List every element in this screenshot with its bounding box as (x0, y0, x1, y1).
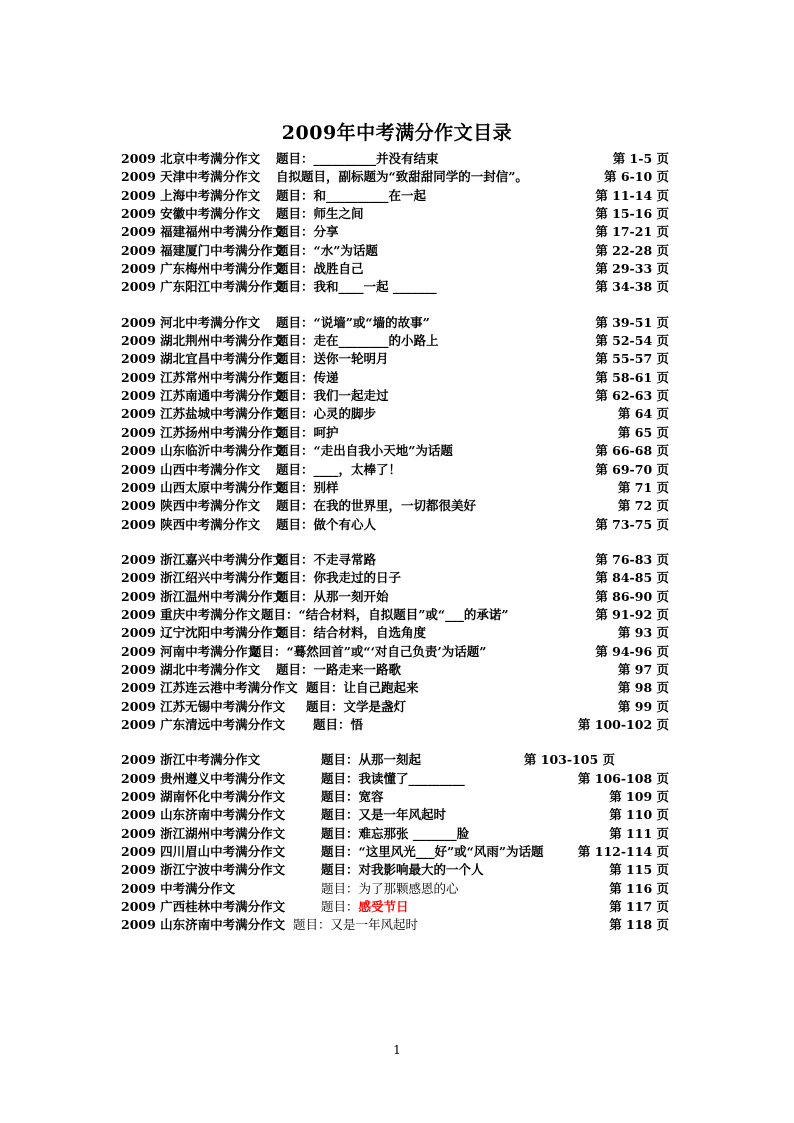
entry-region: 2009 江苏扬州中考满分作文 (121, 424, 286, 440)
toc-entry (121, 424, 681, 442)
entry-region: 2009 浙江温州中考满分作文 (121, 588, 286, 604)
entry-page: 第 64 页 (617, 406, 669, 422)
entry-region: 2009 湖北宜昌中考满分作文 (121, 351, 286, 367)
toc-entry (121, 405, 681, 423)
toc-entry (121, 880, 681, 898)
entry-region: 2009 湖南怀化中考满分作文 (121, 789, 286, 804)
entry-region: 2009 河南中考满分作文 (121, 643, 261, 659)
toc-entry (121, 624, 681, 642)
toc-entry (121, 260, 681, 278)
entry-topic: 题目：又是一年风起时 (293, 917, 419, 933)
toc-entry (121, 679, 681, 697)
entry-region: 2009 山西太原中考满分作文 (121, 479, 286, 495)
entry-region: 2009 山东济南中考满分作文 (121, 917, 286, 933)
entry-page: 第 117 页 (609, 899, 669, 915)
entry-region: 2009 江苏无锡中考满分作文 (121, 698, 286, 714)
toc-entry (121, 369, 681, 387)
entry-page: 第 100-102 页 (577, 716, 669, 732)
toc-entry (121, 661, 681, 679)
entry-region: 2009 江苏盐城中考满分作文 (121, 406, 286, 422)
entry-region: 2009 广西桂林中考满分作文 (121, 899, 286, 915)
entry-topic: 自拟题目，副标题为“致甜甜同学的一封信”。 (276, 169, 528, 185)
entry-page: 第 111 页 (609, 825, 669, 841)
toc-entry (121, 770, 681, 788)
entry-topic: 题目：从那一刻开始 (276, 588, 389, 604)
toc-entry (121, 442, 681, 460)
entry-page: 第 15-16 页 (595, 206, 669, 222)
toc-entry (121, 825, 681, 843)
group-spacer (121, 734, 681, 751)
entry-topic: 题目：我和____一起 _______ (276, 279, 437, 295)
toc-entry (121, 314, 681, 332)
page-number: 1 (393, 1043, 401, 1057)
topic-highlight: 感受节日 (358, 899, 409, 915)
entry-region: 2009 浙江嘉兴中考满分作文 (121, 551, 286, 567)
entry-topic: 题目：又是一年风起时 (321, 807, 447, 823)
entry-region: 2009 福建厦门中考满分作文 (121, 242, 286, 258)
entry-topic: 题目：送你一轮明月 (276, 351, 389, 367)
entry-page: 第 97 页 (617, 661, 669, 677)
entry-region: 2009 浙江宁波中考满分作文 (121, 862, 286, 878)
entry-region: 2009 广东阳江中考满分作文 (121, 279, 286, 295)
entry-topic: 题目：和__________在一起 (276, 187, 427, 203)
entry-topic: 题目：分享 (276, 224, 339, 240)
toc-entry (121, 350, 681, 368)
entry-page: 第 109 页 (609, 789, 669, 804)
toc-entry (121, 643, 681, 661)
entry-page: 第 118 页 (609, 917, 669, 933)
entry-region: 2009 上海中考满分作文 (121, 187, 261, 203)
entry-region: 2009 中考满分作文 (121, 880, 236, 896)
entry-topic: 题目：呵护 (276, 424, 339, 440)
entry-topic: 题目：走在________的小路上 (276, 333, 439, 349)
toc-entry (121, 569, 681, 587)
toc-entry (121, 698, 681, 716)
toc-entry (121, 588, 681, 606)
entry-page: 第 99 页 (617, 698, 669, 714)
document-title: 2009年中考满分作文目录 (281, 122, 513, 144)
entry-region: 2009 山东济南中考满分作文 (121, 807, 286, 823)
entry-topic: 题目：不走寻常路 (276, 551, 377, 567)
toc-entry (121, 205, 681, 223)
entry-page: 第 84-85 页 (595, 570, 669, 586)
entry-region: 2009 福建福州中考满分作文 (121, 224, 286, 240)
entry-page: 第 72 页 (617, 498, 669, 514)
toc-entry (121, 898, 681, 916)
entry-page: 第 6-10 页 (604, 169, 669, 185)
entry-region: 2009 浙江中考满分作文 (121, 752, 261, 768)
entry-page: 第 1-5 页 (612, 151, 669, 166)
entry-region: 2009 重庆中考满分作文 (121, 606, 261, 622)
toc-entry (121, 278, 681, 296)
toc-entry (121, 223, 681, 241)
entry-region: 2009 北京中考满分作文 (121, 151, 261, 166)
entry-topic: 题目：难忘那张 _______脸 (321, 825, 470, 841)
entry-page: 第 103-105 页 (523, 752, 615, 768)
entry-topic: 题目：“说墙”或“墙的故事” (276, 314, 430, 330)
toc-entry (121, 461, 681, 479)
entry-region: 2009 江苏常州中考满分作文 (121, 369, 286, 385)
entry-page: 第 106-108 页 (577, 770, 669, 786)
entry-page: 第 69-70 页 (595, 461, 669, 477)
group-spacer (121, 534, 681, 551)
entry-region: 2009 安徽中考满分作文 (121, 206, 261, 222)
toc-entry (121, 497, 681, 515)
entry-topic: 题目：文学是盏灯 (306, 698, 407, 714)
entry-region: 2009 四川眉山中考满分作文 (121, 844, 286, 860)
entry-page: 第 91-92 页 (595, 606, 669, 622)
entry-page: 第 39-51 页 (595, 314, 669, 330)
entry-page: 第 34-38 页 (595, 279, 669, 295)
entry-page: 第 115 页 (609, 862, 669, 878)
entry-topic: 题目：我们一起走过 (276, 388, 389, 404)
entry-topic (321, 898, 409, 916)
entry-topic: 题目：从那一刻起 (321, 752, 422, 768)
entry-region: 2009 湖北中考满分作文 (121, 661, 261, 677)
entry-topic: 题目：为了那颗感恩的心 (321, 880, 459, 896)
entry-page: 第 17-21 页 (595, 224, 669, 240)
entry-topic: 题目：“这里风光___好”或“风雨”为话题 (321, 844, 544, 860)
entry-page: 第 58-61 页 (595, 369, 669, 385)
entry-page: 第 73-75 页 (595, 516, 669, 532)
entry-page: 第 52-54 页 (595, 333, 669, 349)
entry-topic: 题目：悟 (313, 716, 364, 732)
entry-region: 2009 辽宁沈阳中考满分作文 (121, 625, 286, 641)
toc-entry (121, 332, 681, 350)
toc-entry (121, 168, 681, 186)
entry-topic: 题目：“蓦然回首”或“‘对自己负责’为话题” (249, 643, 487, 659)
entry-region: 2009 湖北荆州中考满分作文 (121, 333, 286, 349)
entry-page: 第 55-57 页 (595, 351, 669, 367)
toc-entry (121, 806, 681, 824)
toc-entry (121, 387, 681, 405)
entry-region: 2009 广东清远中考满分作文 (121, 716, 286, 732)
toc-entry (121, 516, 681, 534)
toc-entry (121, 479, 681, 497)
entry-region: 2009 江苏连云港中考满分作文 (121, 680, 298, 696)
entry-topic: 题目：一路走来一路歌 (276, 661, 402, 677)
toc-entry (121, 843, 681, 861)
topic-label: 题目： (321, 899, 359, 915)
group-spacer (121, 297, 681, 314)
entry-page: 第 65 页 (617, 424, 669, 440)
toc-entry (121, 606, 681, 624)
entry-region: 2009 山东临沂中考满分作文 (121, 443, 286, 459)
entry-page: 第 98 页 (617, 680, 669, 696)
toc-entry (121, 788, 681, 806)
toc-entry (121, 242, 681, 260)
entry-page: 第 76-83 页 (595, 551, 669, 567)
entry-region: 2009 山西中考满分作文 (121, 461, 261, 477)
entry-region: 2009 河北中考满分作文 (121, 314, 261, 330)
entry-region: 2009 陕西中考满分作文 (121, 498, 261, 514)
entry-topic: 题目：____，太棒了！ (276, 461, 402, 477)
entry-page: 第 62-63 页 (595, 388, 669, 404)
toc-entry (121, 751, 681, 769)
entry-region: 2009 贵州遵义中考满分作文 (121, 770, 286, 786)
entry-page: 第 22-28 页 (595, 242, 669, 258)
entry-topic: 题目：让自己跑起来 (306, 680, 419, 696)
entry-page: 第 110 页 (609, 807, 669, 823)
toc-entry (121, 187, 681, 205)
toc-entry (121, 861, 681, 879)
entry-page: 第 116 页 (609, 880, 669, 896)
entry-topic: 题目：宽容 (321, 789, 384, 804)
entry-region: 2009 江苏南通中考满分作文 (121, 388, 286, 404)
entry-topic: 题目：在我的世界里，一切都很美好 (276, 498, 477, 514)
entry-topic: 题目：结合材料，自选角度 (276, 625, 427, 641)
entry-page: 第 86-90 页 (595, 588, 669, 604)
entry-topic: 题目：师生之间 (276, 206, 364, 222)
entry-page: 第 11-14 页 (595, 187, 669, 203)
entry-region: 2009 陕西中考满分作文 (121, 516, 261, 532)
toc-entry (121, 716, 681, 734)
toc-entry (121, 916, 681, 934)
entry-region: 2009 浙江湖州中考满分作文 (121, 825, 286, 841)
entry-topic: 题目：别样 (276, 479, 339, 495)
entry-topic: 题目：对我影响最大的一个人 (321, 862, 484, 878)
entry-topic: 题目：“走出自我小天地”为话题 (276, 443, 453, 459)
entry-page: 第 94-96 页 (595, 643, 669, 659)
entry-topic: 题目：“水”为话题 (276, 242, 378, 258)
entry-topic: 题目：我读懂了_________ (321, 770, 465, 786)
entry-topic: 题目：“结合材料，自拟题目”或“___的承诺” (261, 606, 509, 622)
entry-page: 第 66-68 页 (595, 443, 669, 459)
entry-topic: 题目：__________并没有结束 (276, 151, 439, 166)
toc-entry (121, 551, 681, 569)
entry-topic: 题目：战胜自己 (276, 261, 364, 277)
table-of-contents (121, 150, 681, 935)
entry-region: 2009 广东梅州中考满分作文 (121, 261, 286, 277)
entry-topic: 题目：做个有心人 (276, 516, 377, 532)
entry-topic: 题目：你我走过的日子 (276, 570, 402, 586)
entry-topic: 题目：心灵的脚步 (276, 406, 377, 422)
toc-entry (121, 150, 681, 168)
entry-page: 第 93 页 (617, 625, 669, 641)
entry-region: 2009 天津中考满分作文 (121, 169, 261, 185)
entry-page: 第 29-33 页 (595, 261, 669, 277)
entry-page: 第 71 页 (617, 479, 669, 495)
entry-topic: 题目：传递 (276, 369, 339, 385)
entry-page: 第 112-114 页 (577, 844, 669, 860)
entry-region: 2009 浙江绍兴中考满分作文 (121, 570, 286, 586)
